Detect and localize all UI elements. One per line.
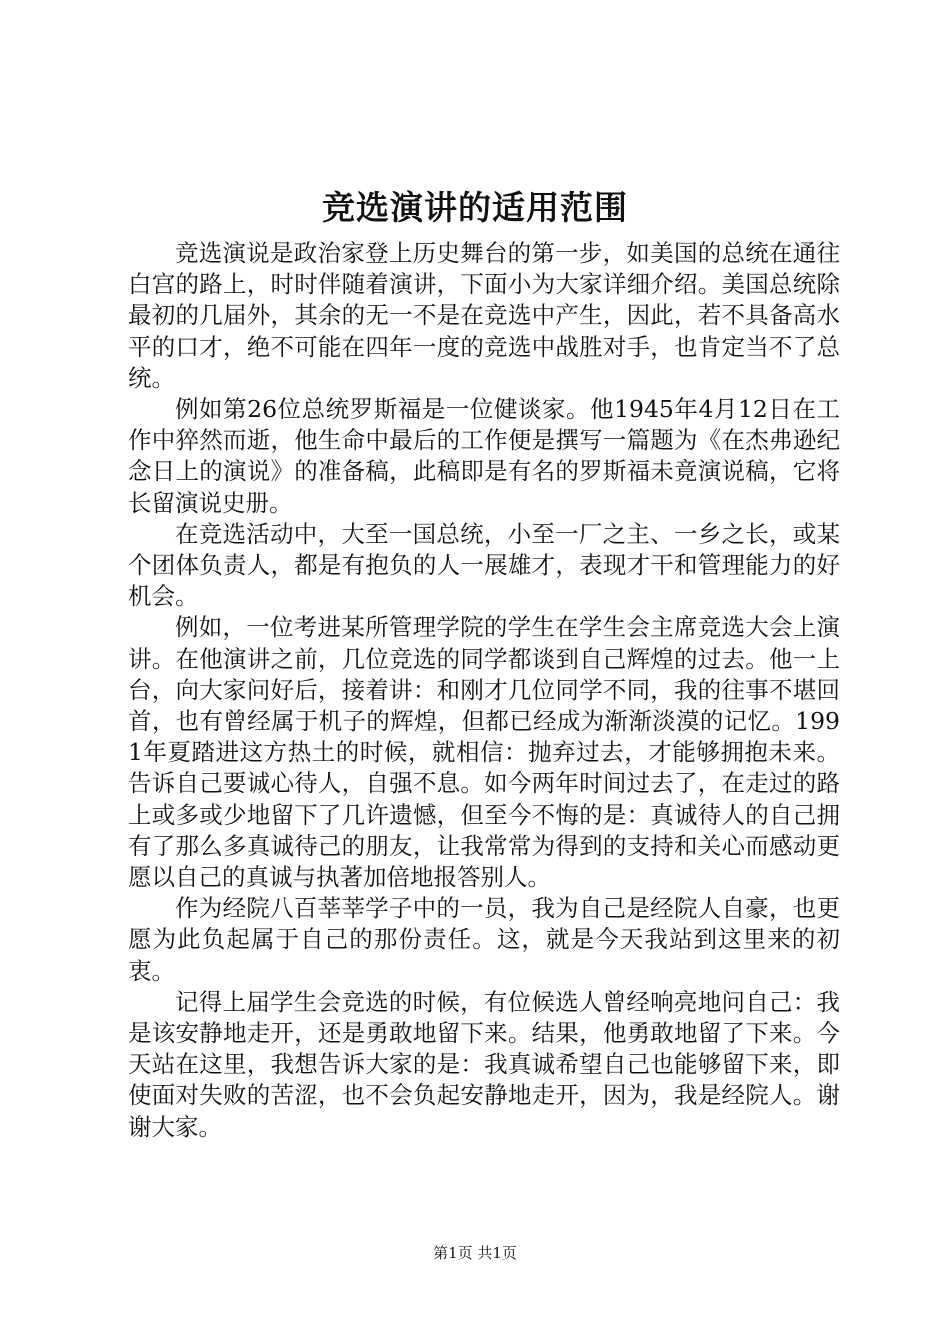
paragraph: 例如第26位总统罗斯福是一位健谈家。他1945年4月12日在工作中猝然而逝，他生命中最后的工作便是撰写一篇题为《在杰弗逊纪念日上的演说》的准备稿，此稿即是有名的罗斯福未竟演说稿，它将长留演说史册。 <box>128 395 840 517</box>
document-title: 竞选演讲的适用范围 <box>322 188 628 227</box>
paragraph: 例如，一位考进某所管理学院的学生在学生会主席竞选大会上演讲。在他演讲之前，几位竞选的同学都谈到自己辉煌的过去。他一上台，向大家问好后，接着讲：和刚才几位同学不同，我的往事不堪回首，也有曾经属于机子的辉煌，但都已经成为渐渐淡漠的记忆。1991年夏踏进这方热土的时候，就相信：抛弃过去，才能够拥抱未来。告诉自己要诚心待人，自强不息。如今两年时间过去了，在走过的路上或多或少地留下了几许遗憾，但至今不悔的是：真诚待人的自己拥有了那么多真诚待己的朋友，让我常常为得到的支持和关心而感动更愿以自己的真诚与执著加倍地报答别人。 <box>128 613 840 892</box>
paragraph: 作为经院八百莘莘学子中的一员，我为自己是经院人自豪，也更愿为此负起属于自己的那份责任。这，就是今天我站到这里来的初衷。 <box>128 894 840 985</box>
paragraph: 记得上届学生会竞选的时候，有位候选人曾经响亮地问自己：我是该安静地走开，还是勇敢地留下来。结果，他勇敢地留了下来。今天站在这里，我想告诉大家的是：我真诚希望自己也能够留下来，即使面对失败的苦涩，也不会负起安静地走开，因为，我是经院人。谢谢大家。 <box>128 987 840 1141</box>
page-footer: 第1页 共1页 <box>433 1244 517 1262</box>
paragraph: 竞选演说是政治家登上历史舞台的第一步，如美国的总统在通往白宫的路上，时时伴随着演讲，下面小为大家详细介绍。美国总统除最初的几届外，其余的无一不是在竞选中产生，因此，若不具备高水平的口才，绝不可能在四年一度的竞选中战胜对手，也肯定当不了总统。 <box>128 239 840 392</box>
document-body <box>128 238 840 1143</box>
paragraph: 在竞选活动中，大至一国总统，小至一厂之主、一乡之长，或某个团体负责人，都是有抱负的人一展雄才，表现才干和管理能力的好机会。 <box>128 519 840 611</box>
